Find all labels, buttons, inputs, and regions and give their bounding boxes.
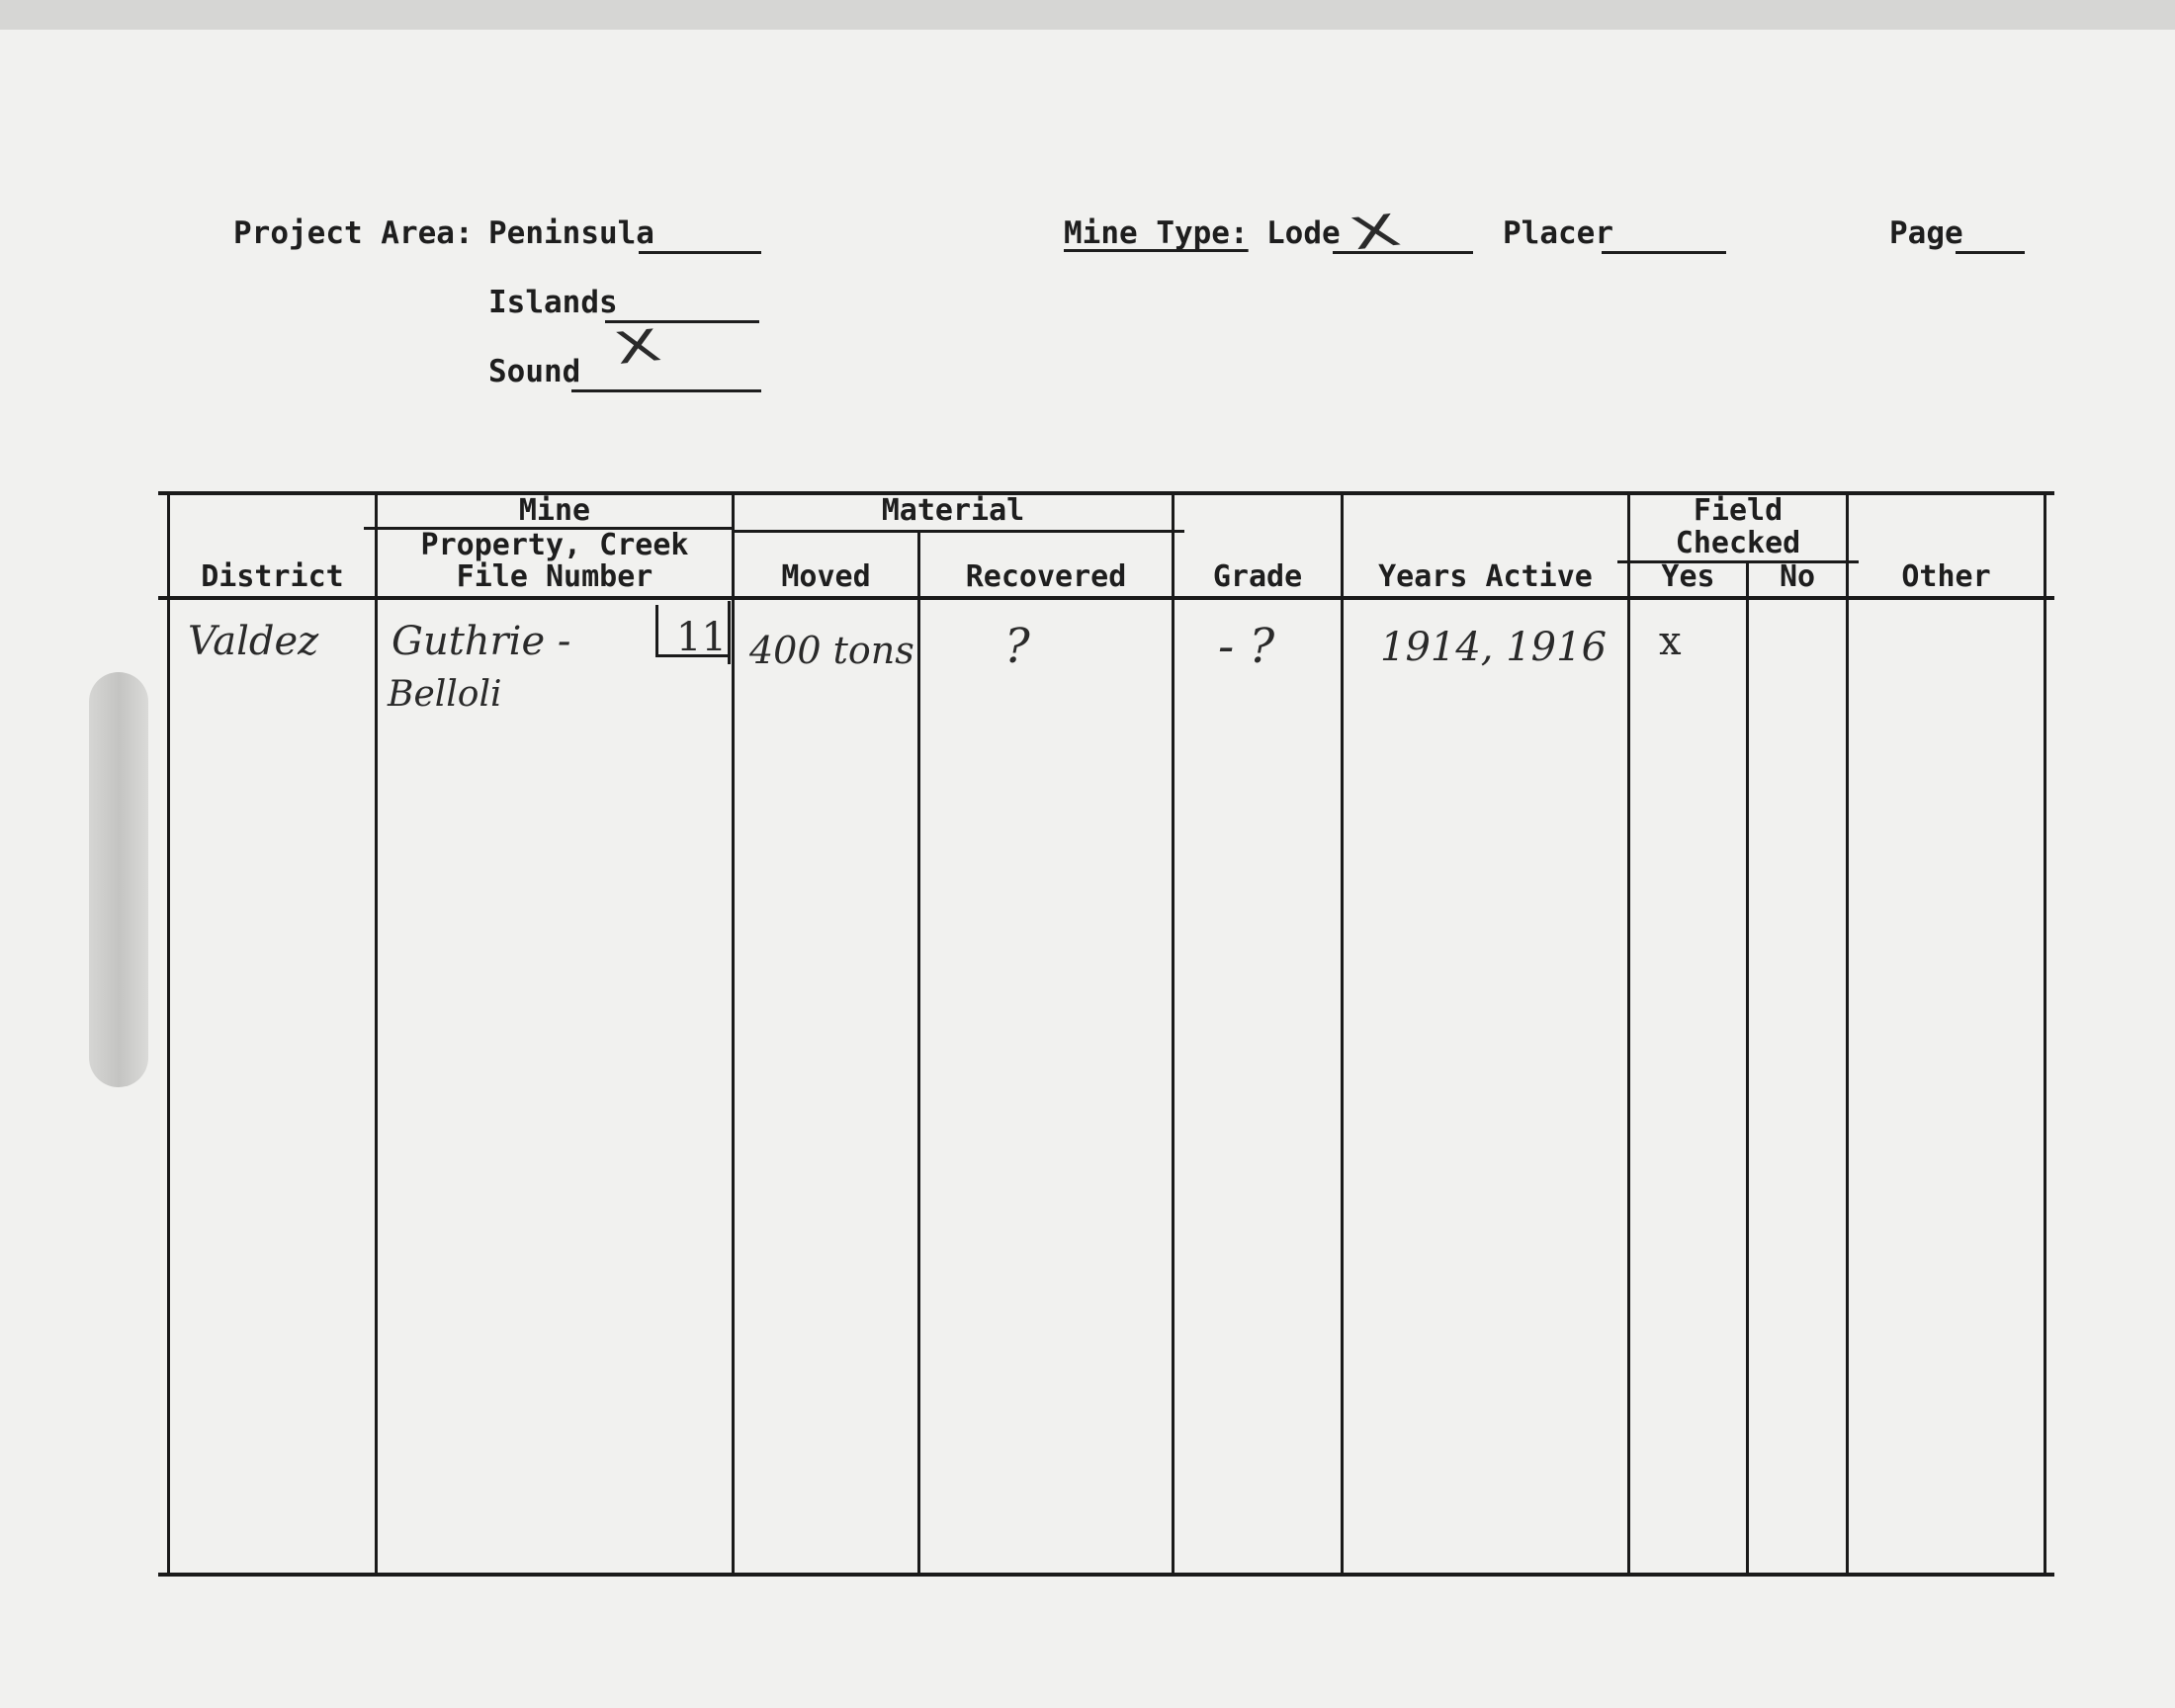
header-field-1: Field [1693,493,1784,528]
form-page [0,30,2175,1708]
header-other: Other [1901,559,1991,594]
project-area-label: Project Area: [233,215,474,251]
row-grade: - ? [1218,619,1275,674]
sound-blank[interactable] [571,389,761,392]
header-mine-sub-2: File Number [456,559,653,594]
col-divider-left [167,491,170,1576]
header-grade: Grade [1212,559,1303,594]
sound-check-mark: X [610,320,665,375]
page-blank[interactable] [1956,251,2025,254]
mine-type-label: Mine Type: [1064,215,1249,251]
header-material: Material [881,493,1025,528]
col-divider-right [2044,491,2046,1576]
header-mine-sub-1: Property, Creek [420,528,689,562]
row-yes-mark: x [1659,619,1682,664]
header-no: No [1779,559,1816,594]
col-divider-district [375,491,378,1576]
header-field-2: Checked [1675,526,1801,560]
header-moved: Moved [781,559,871,594]
placer-blank[interactable] [1602,251,1726,254]
row-moved: 400 tons [749,629,914,672]
sound-label: Sound [488,354,581,389]
row-years-active: 1914, 1916 [1380,625,1608,670]
row-recovered: ? [1004,619,1030,674]
header-district: District [201,559,344,594]
col-divider-moved [917,530,920,1576]
row-property-line-2: Belloli [388,674,502,715]
col-divider-years [1627,491,1630,1576]
file-number-box-left-inner [655,605,658,656]
col-divider-yes [1746,560,1749,1576]
placer-label: Placer [1503,215,1613,251]
header-recovered: Recovered [965,559,1127,594]
peninsula-label: Peninsula [488,215,654,251]
lode-label: Lode [1266,215,1341,251]
row-district: Valdez [188,619,319,664]
material-group-rule [734,530,1184,533]
table-header-border [158,596,2054,600]
header-yes: Yes [1661,559,1715,594]
row-property-line-1: Guthrie - [392,619,571,664]
peninsula-blank[interactable] [639,251,761,254]
col-divider-no [1846,491,1849,1576]
islands-label: Islands [488,285,618,320]
row-file-number: 11 [676,615,727,660]
col-divider-grade [1341,491,1344,1576]
header-years-active: Years Active [1378,559,1593,594]
header-mine: Mine [518,493,591,528]
scan-smudge [89,672,148,1087]
page-label: Page [1889,215,1963,251]
col-divider-mine [732,491,735,1576]
table-bottom-border [158,1573,2054,1577]
lode-check-mark: X [1345,205,1406,261]
col-divider-recovered [1172,491,1174,1576]
